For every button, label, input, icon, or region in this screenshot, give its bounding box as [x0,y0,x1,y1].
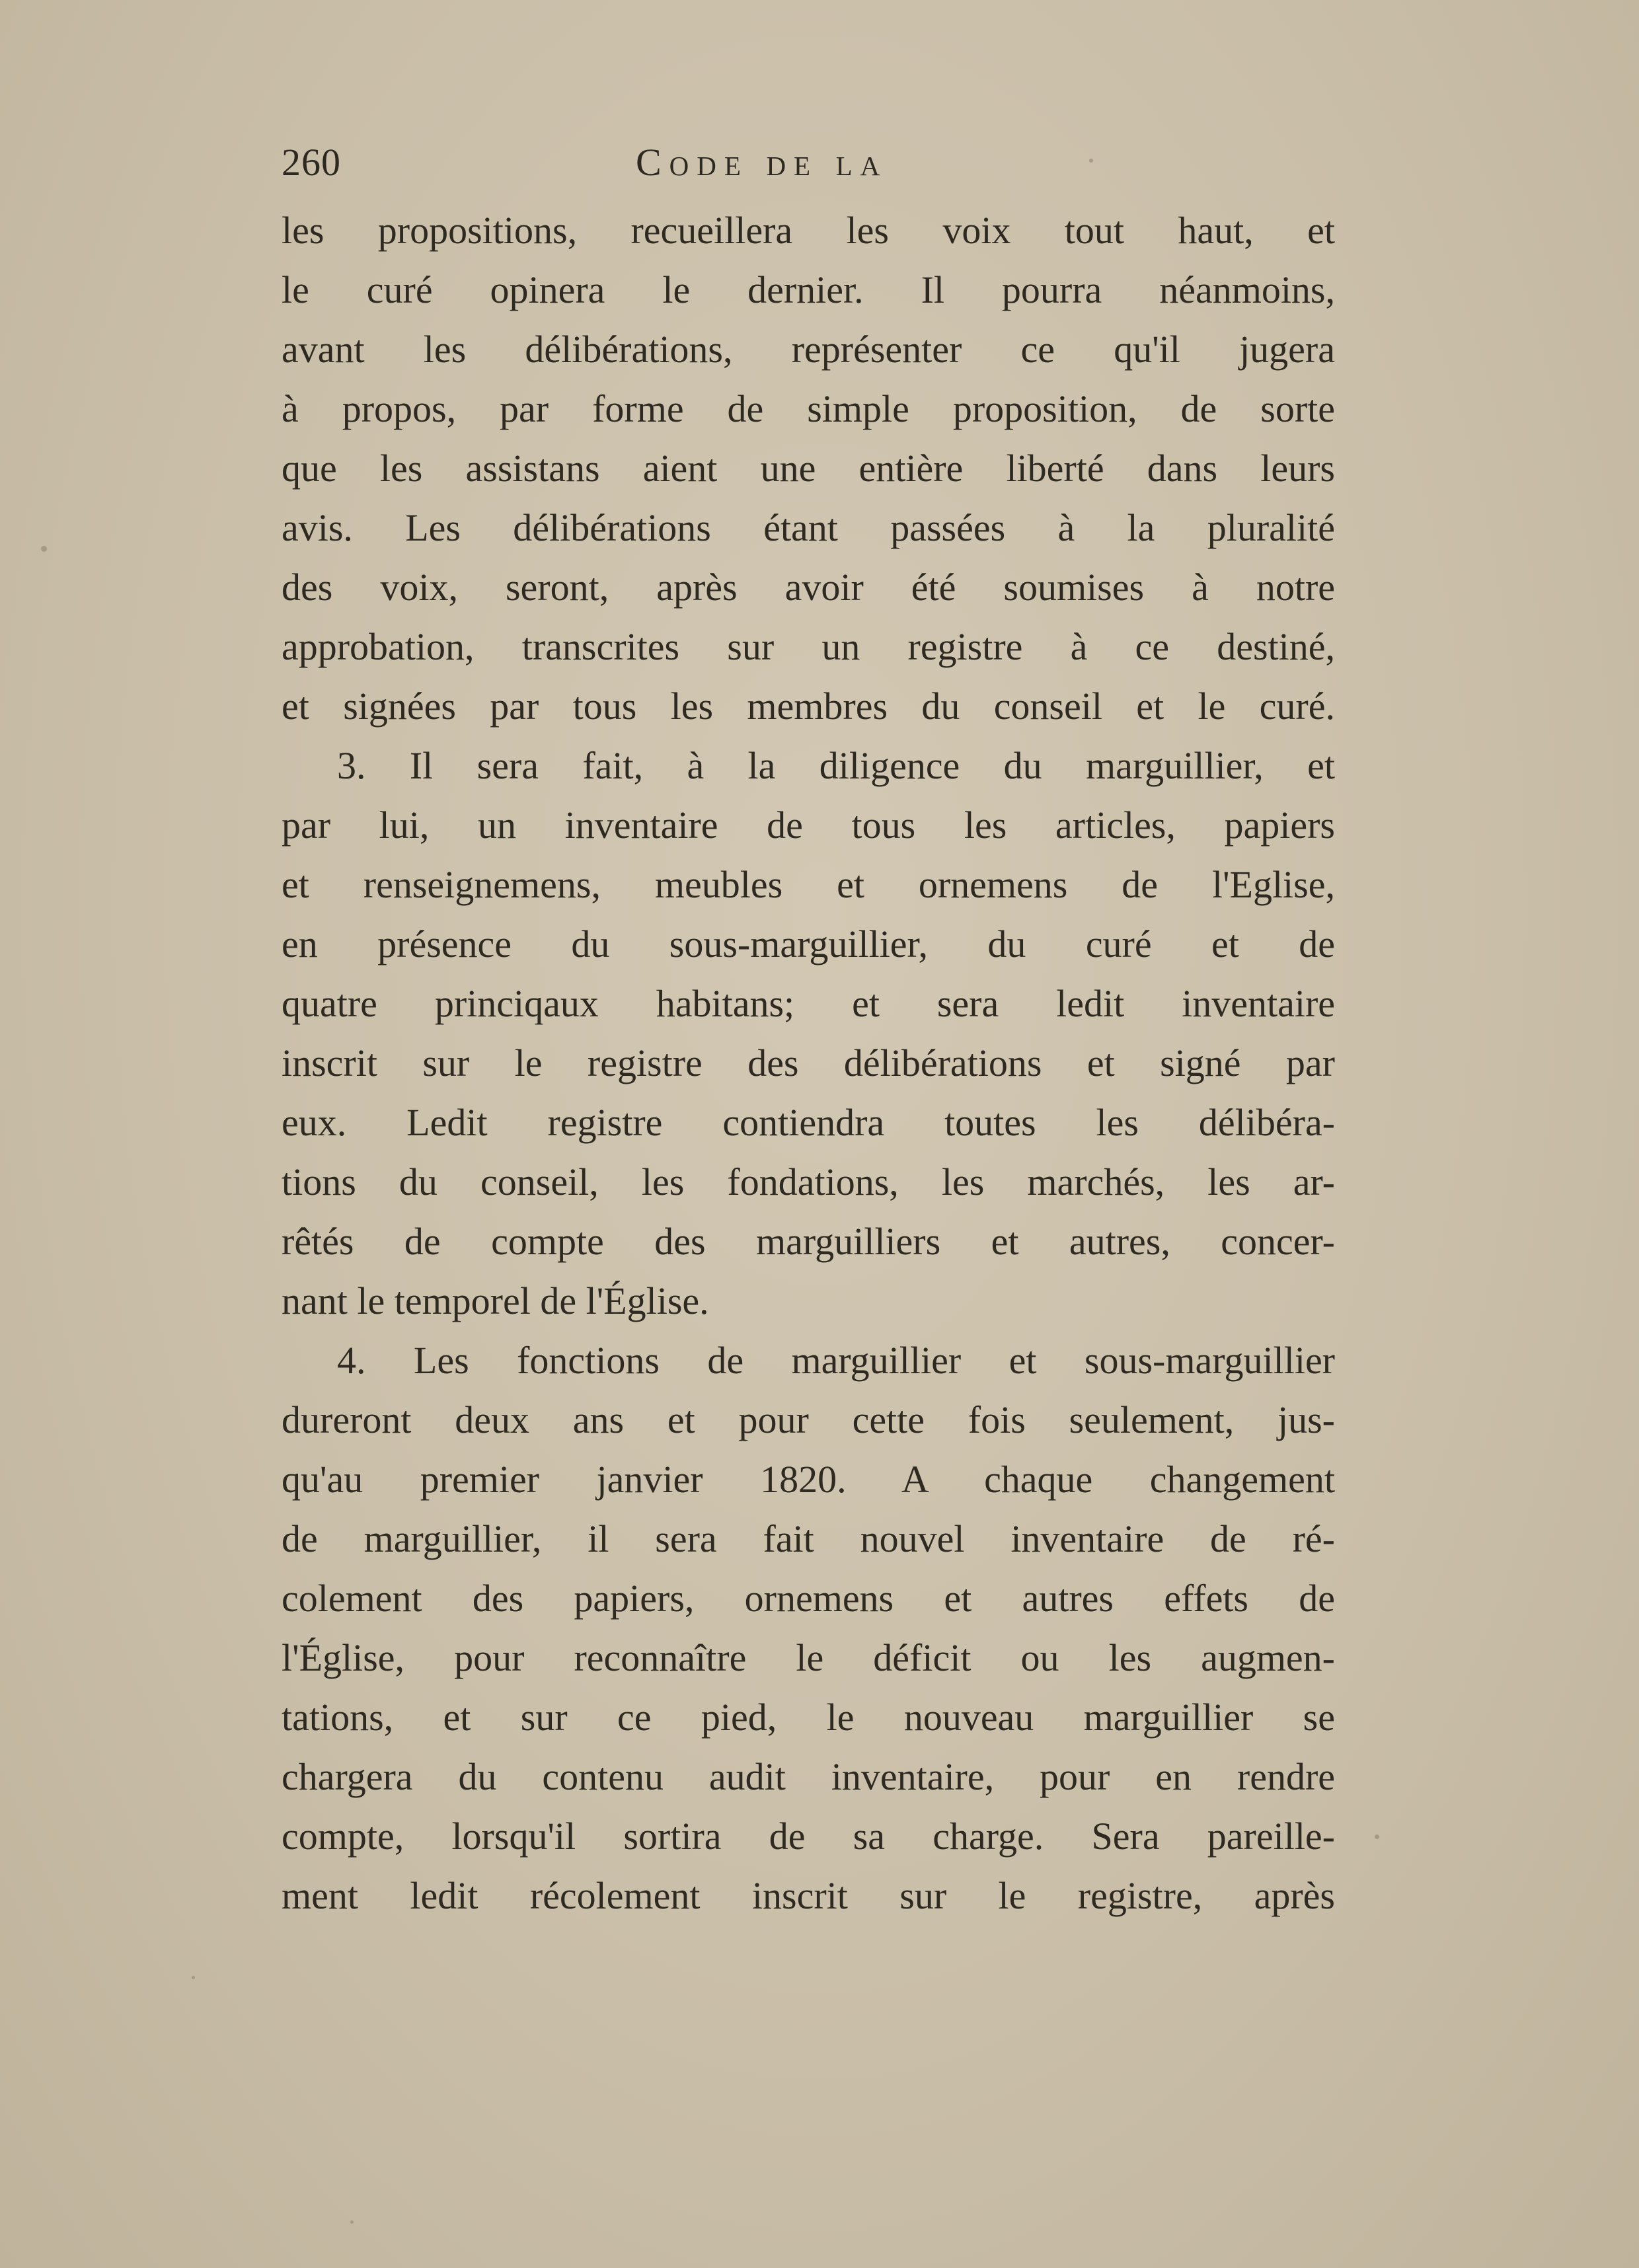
text-line: tions du conseil, les fondations, les marchés, les ar- [282,1160,1335,1203]
text-line: l'Église, pour reconnaître le déficit ou les augmen- [282,1636,1335,1679]
page-header [282,140,1339,200]
text-line: tations, et sur ce pied, le nouveau marguillier se [282,1696,1335,1739]
text-line: les propositions, recueillera les voix tout haut, et [282,209,1335,252]
text-line: de marguillier, il sera fait nouvel inventaire de ré- [282,1517,1335,1560]
body-text [282,201,1335,1985]
text-line: des voix, seront, après avoir été soumises à notre [282,566,1335,609]
text-line: avis. Les délibérations étant passées à la pluralité [282,506,1335,549]
text-line: quatre princiqaux habitans; et sera ledit inventaire [282,982,1335,1025]
text-line: qu'au premier janvier 1820. A chaque changement [282,1458,1335,1501]
page-number: 260 [282,141,341,184]
text-line: à propos, par forme de simple proposition, de sorte [282,387,1335,430]
text-line: avant les délibérations, représenter ce qu'il jugera [282,328,1335,371]
paper-speck [350,2220,354,2224]
text-line: et signées par tous les membres du conseil et le curé. [282,685,1335,728]
text-line: nant le temporel de l'Église. [282,1279,709,1322]
paragraph-start-line: 3. Il sera fait, à la diligence du marguillier, et [337,744,1335,787]
paper-speck [41,546,47,552]
text-line: en présence du sous-marguillier, du curé et de [282,923,1335,965]
paper-speck [192,1976,195,1979]
text-line: rêtés de compte des marguilliers et autres, concer- [282,1220,1335,1263]
text-line: approbation, transcrites sur un registre à ce destiné, [282,625,1335,668]
paper-speck [1089,159,1093,163]
text-line: le curé opinera le dernier. Il pourra néanmoins, [282,268,1335,311]
paragraph-start-line: 4. Les fonctions de marguillier et sous-marguillier [337,1339,1335,1382]
text-line: eux. Ledit registre contiendra toutes les délibéra- [282,1101,1335,1144]
text-line: que les assistans aient une entière liberté dans leurs [282,447,1335,490]
text-line: par lui, un inventaire de tous les articles, papiers [282,804,1335,847]
text-line: colement des papiers, ornemens et autres effets de [282,1577,1335,1620]
text-line: inscrit sur le registre des délibérations et signé par [282,1041,1335,1084]
text-line: et renseignemens, meubles et ornemens de l'Eglise, [282,863,1335,906]
text-line: chargera du contenu audit inventaire, pour en rendre [282,1755,1335,1798]
paper-speck [1375,1834,1379,1839]
text-line: ment ledit récolement inscrit sur le registre, après [282,1874,1335,1917]
text-line: dureront deux ans et pour cette fois seulement, jus- [282,1398,1335,1441]
running-title: Code de la [636,141,888,184]
text-line: compte, lorsqu'il sortira de sa charge. Sera pareille- [282,1815,1335,1858]
